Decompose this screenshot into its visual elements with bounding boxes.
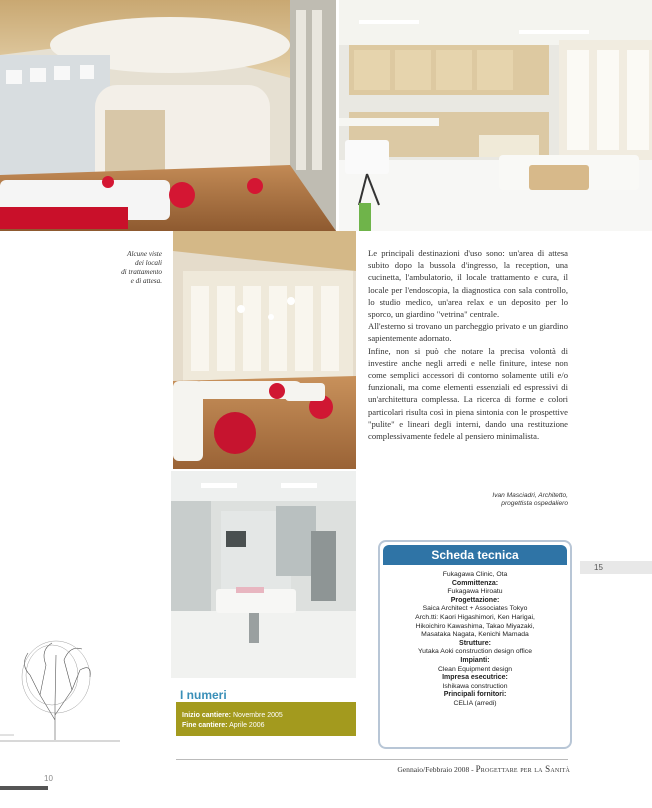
caption-line: Alcune viste: [127, 250, 162, 258]
footer-date: Gennaio/Febbraio 2008 -: [397, 765, 476, 774]
sheet-value: Ishikawa construction: [442, 682, 508, 690]
sheet-value: Arch.tti: Kaori Higashimori, Ken Harigai,: [415, 613, 535, 621]
body-paragraph: Infine, non si può che notare la precisa volontà di investire anche negli arredi e nelle finiture, intese non come semplici accessori di contorno solamente utili e/o funzionali, ma come elementi essenziali ed espressivi di un'architettura complessa. La ricerca di forme e colori particolari risulta così in piena sintonia con le prospettive "pulite" e lineari degli interni, dando una restituzione complessivamente fedele al pensiero minimalista.: [368, 345, 568, 442]
body-paragraph: Le principali destinazioni d'uso sono: un'area di attesa subito dopo la bussola d'ingresso, la reception, una cucinetta, l'ambulatorio, il locale trattamento e cura, il locale per l'endoscopia, la diagnostica con sala controllo, lo studio medico, un'area relax e un deposito per lo sporco, un giardino "vetrina" centrale.: [368, 248, 568, 320]
end-value: Aprile 2006: [229, 722, 265, 729]
page-number-right: 15: [580, 561, 652, 574]
tree-illustration: [0, 635, 120, 745]
numeri-end-row: [182, 722, 265, 729]
sheet-value: Fukagawa Clinic, Ota: [442, 571, 508, 578]
caption-line: dei locali: [135, 259, 162, 267]
end-label: Fine cantiere:: [182, 722, 228, 729]
sheet-value: Masataka Nagata, Kenichi Mamada: [421, 631, 529, 639]
photo-relax-area: [173, 231, 356, 469]
numeri-title: I numeri: [180, 688, 227, 702]
caption-line: di trattamento: [121, 268, 162, 276]
sheet-value: Yutaka Aoki construction design office: [418, 648, 532, 656]
sheet-value: Fukagawa Hiroatu: [447, 588, 503, 596]
sheet-value: Clean Equipment design: [437, 665, 513, 673]
photo-endoscopy-room: [171, 471, 356, 678]
photo-waiting-area: [0, 0, 336, 231]
footer-magazine: Progettare per la Sanità: [475, 764, 570, 774]
sheet-label: Principali fornitori:: [443, 691, 507, 699]
sheet-label: Impianti:: [460, 656, 490, 664]
start-value: Novembre 2005: [232, 712, 283, 719]
caption-line: e di attesa.: [130, 277, 162, 285]
numeri-start-row: [182, 712, 283, 719]
footer-credit: [380, 764, 570, 774]
technical-sheet: [378, 540, 572, 749]
sheet-label: Strutture:: [459, 639, 491, 647]
author-signature: [420, 492, 568, 508]
numeri-box: [176, 702, 356, 736]
technical-sheet-body: [380, 565, 570, 709]
footer-divider: [176, 759, 568, 760]
technical-sheet-title: Scheda tecnica: [383, 545, 567, 565]
sheet-label: Progettazione:: [450, 596, 500, 604]
photo-treatment-room: [339, 0, 652, 231]
body-paragraph: All'esterno si trovano un parcheggio privato e un giardino sapientemente adornato.: [368, 321, 568, 344]
sheet-value: Saica Architect + Associates Tokyo: [422, 605, 528, 613]
photo-caption: [96, 250, 162, 286]
page-edge-bar: [0, 786, 48, 790]
sheet-value: Hikoichiro Kawashima, Takao Miyazaki,: [415, 622, 535, 630]
sheet-label: Committenza:: [451, 579, 499, 587]
sheet-label: Impresa esecutrice:: [442, 674, 508, 682]
signature-role: progettista ospedaliero: [501, 500, 568, 507]
signature-name: Ivan Masciadri, Architetto,: [492, 492, 568, 499]
article-body: [368, 247, 568, 442]
sheet-value: CELIA (arredi): [453, 699, 497, 707]
page-number-left: 10: [44, 774, 53, 783]
start-label: Inizio cantiere:: [182, 712, 232, 719]
